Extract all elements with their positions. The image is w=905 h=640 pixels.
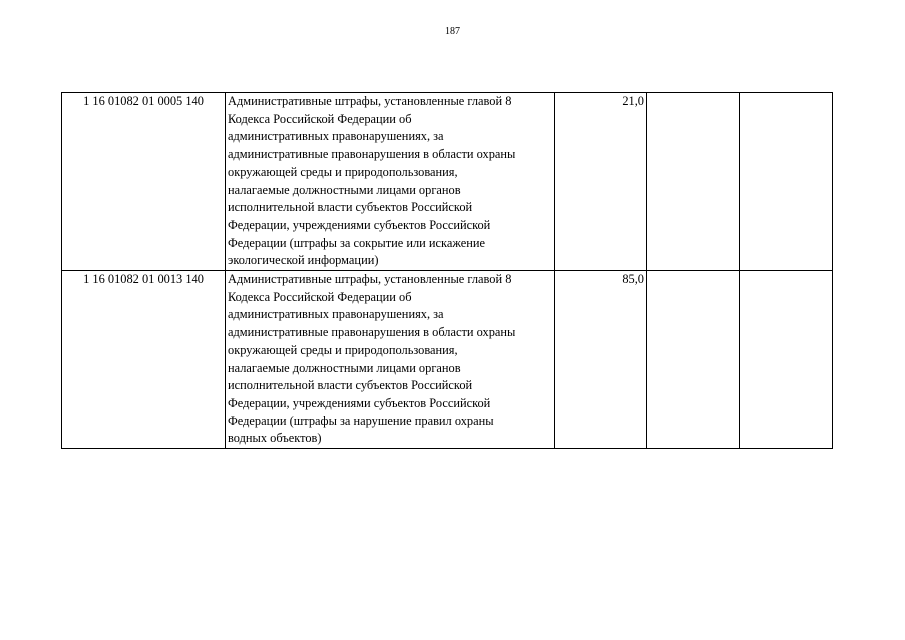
empty-cell [740,93,833,271]
table-row [62,93,833,271]
budget-table [61,92,833,449]
budget-code-cell: 1 16 01082 01 0013 140 [62,271,226,449]
amount-cell: 85,0 [555,271,647,449]
table-row [62,271,833,449]
empty-cell [647,271,740,449]
description-cell: Административные штрафы, установленные главой 8 Кодекса Российской Федерации об административных правонарушениях, за административные правонарушения в области охраны окружающей среды и природопользования, налагаемые должностными лицами органов исполнительной власти субъектов Российской Федерации, учреждениями субъектов Российской Федерации (штрафы за сокрытие или искажение экологической информации) [226,93,555,271]
empty-cell [647,93,740,271]
budget-code-cell: 1 16 01082 01 0005 140 [62,93,226,271]
amount-cell: 21,0 [555,93,647,271]
empty-cell [740,271,833,449]
description-cell: Административные штрафы, установленные главой 8 Кодекса Российской Федерации об административных правонарушениях, за административные правонарушения в области охраны окружающей среды и природопользования, налагаемые должностными лицами органов исполнительной власти субъектов Российской Федерации, учреждениями субъектов Российской Федерации (штрафы за нарушение правил охраны водных объектов) [226,271,555,449]
page-number: 187 [445,26,460,37]
